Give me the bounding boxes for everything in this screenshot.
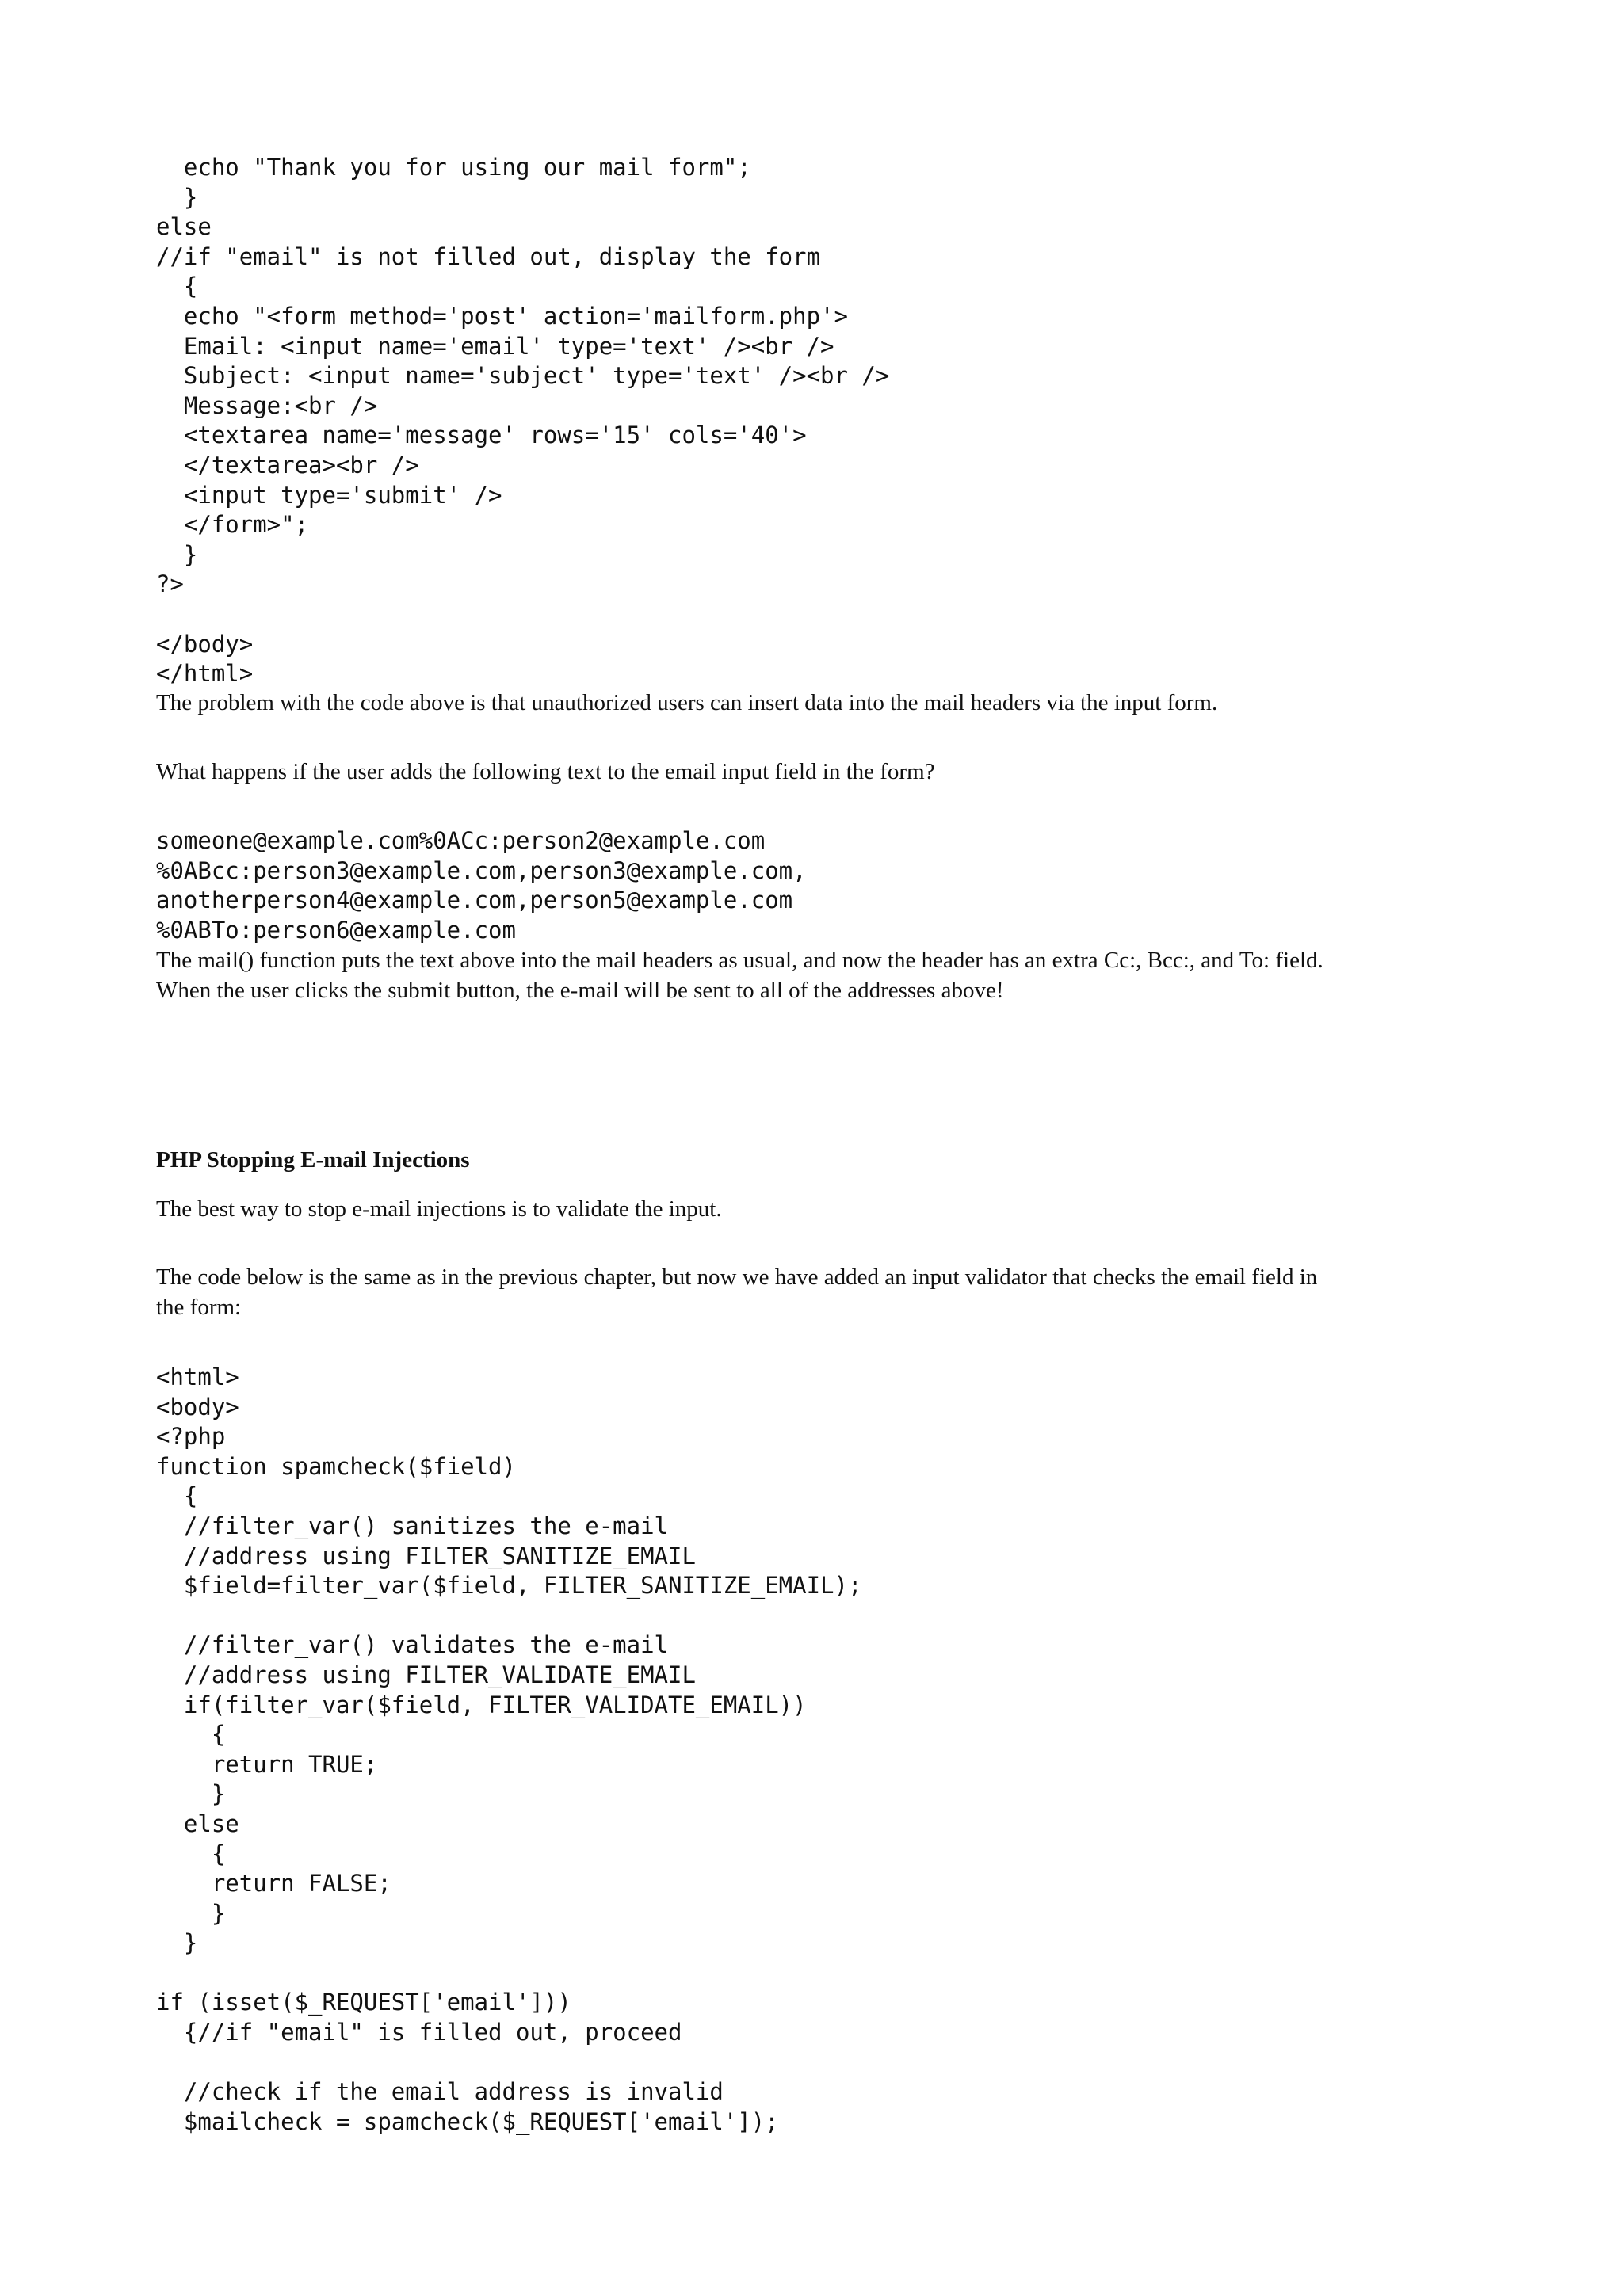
paragraph-question: What happens if the user adds the following text to the email input field in the form? — [156, 759, 935, 784]
paragraph-code-intro: The code below is the same as in the previous chapter, but now we have added an input validator that checks the email field in the form: — [156, 1264, 1318, 1320]
section-heading: PHP Stopping E-mail Injections — [156, 1147, 470, 1173]
injection-example-text: someone@example.com%0ACc:person2@example.com %0ABcc:person3@example.com,person3@example.com, anotherperson4@example.com,person5@example.com %0ABTo:person6@example.com — [156, 827, 807, 944]
paragraph-problem: The problem with the code above is that unauthorized users can insert data into the mail headers via the input form. — [156, 690, 1218, 715]
code-block-mailform-end: echo "Thank you for using our mail form"; } else //if "email" is not filled out, display the form { echo "<form method='post' action='mailform.php'> Email: <input name='email' type='text' /><br /> Subject: <input name='subject' type='text' /><br /> Message:<br /> <textarea name='message' rows='15' cols='40'> </textarea><br /> <input type='submit' /> </form>"; } ?> </body> </html> — [156, 154, 890, 688]
paragraph-mail-function: The mail() function puts the text above into the mail headers as usual, and now the header has an extra Cc:, Bcc:, and To: field. When the user clicks the submit button, the e-mail will be sent to all of the addresses above! — [156, 948, 1323, 1003]
code-block-spamcheck: <html> <body> <?php function spamcheck($field) { //filter_var() sanitizes the e-mail //address using FILTER_SANITIZE_EMAIL $field=filter_var($field, FILTER_SANITIZE_EMAIL); //filter_var() validates the e-mail //address using FILTER_VALIDATE_EMAIL if(filter_var($field, FILTER_VALIDATE_EMAIL)) { return TRUE; } else { return FALSE; } } if (isset($_REQUEST['email'])) {//if "email" is filled out, proceed //check if the email address is invalid $mailcheck = spamcheck($_REQUEST['email']); — [156, 1363, 862, 2135]
paragraph-best-way: The best way to stop e-mail injections is to validate the input. — [156, 1196, 722, 1222]
